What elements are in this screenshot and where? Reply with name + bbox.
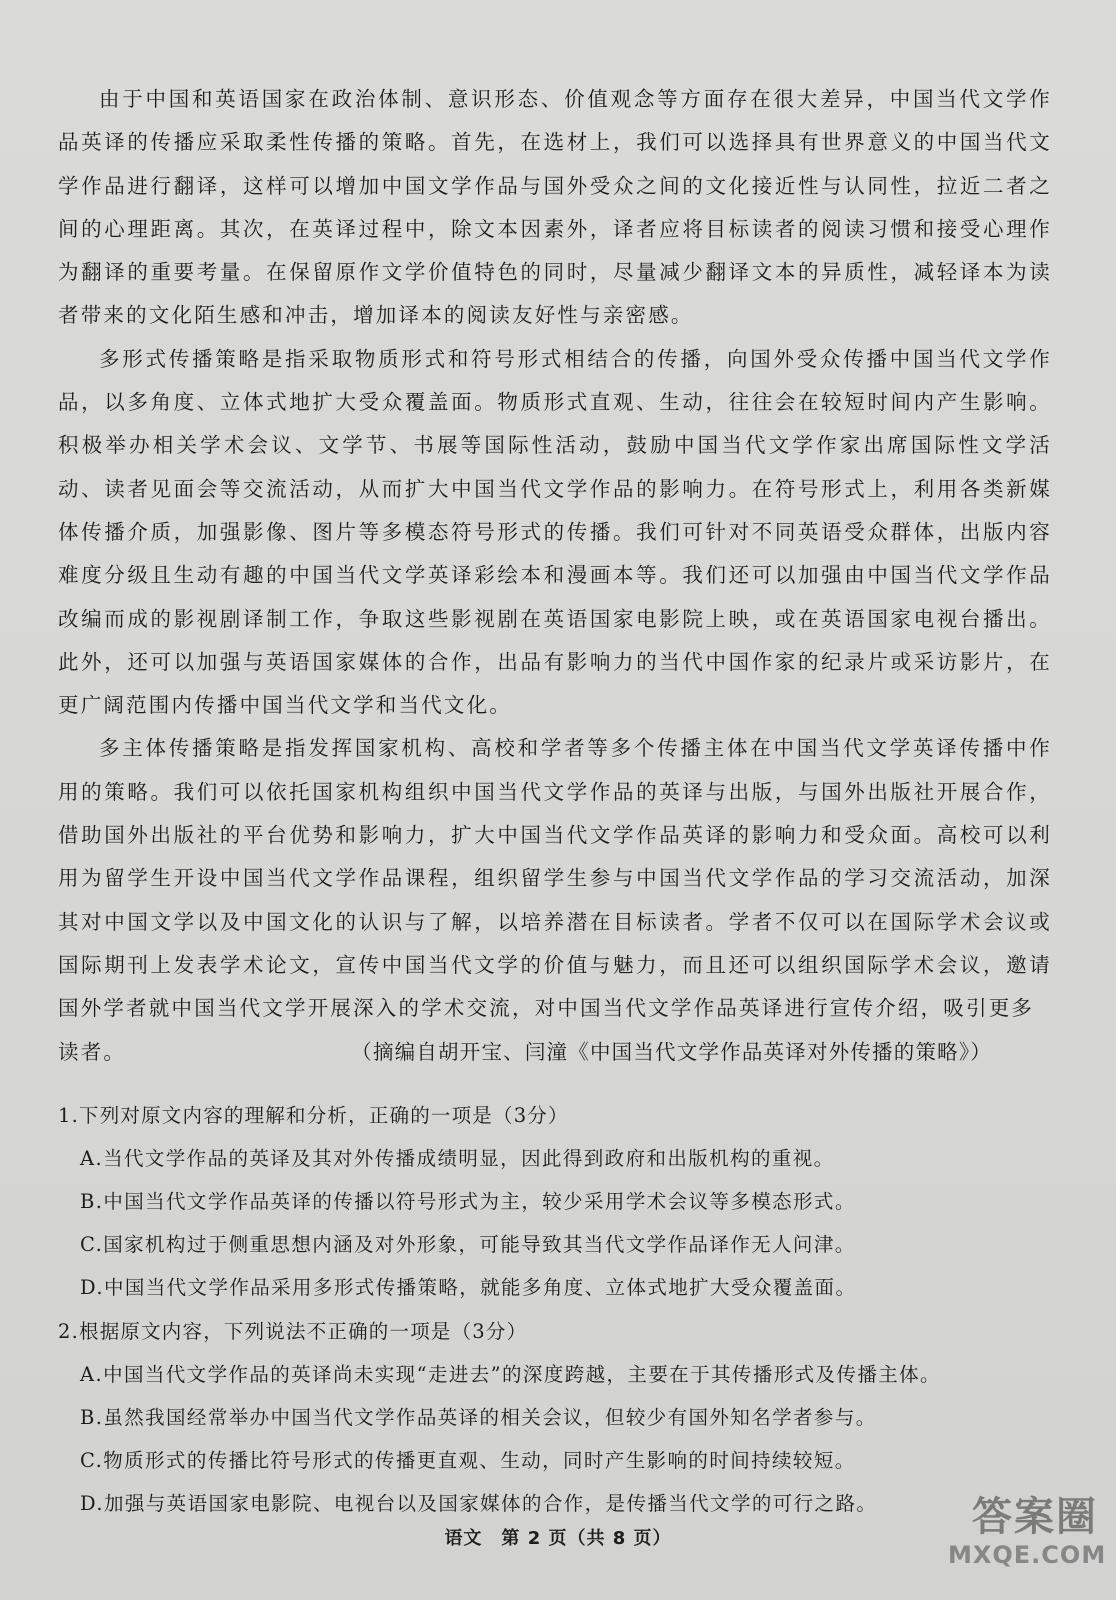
watermark-text-en: MXQE.COM <box>948 1541 1107 1569</box>
question-1-option-b: B.中国当代文学作品英译的传播以符号形式为主，较少采用学术会议等多模态形式。 <box>80 1190 856 1213</box>
watermark-text-cn: 答案圈 <box>972 1494 1098 1540</box>
question-2-stem: 2.根据原文内容，下列说法不正确的一项是（3分） <box>58 1320 528 1343</box>
reading-passage <box>58 78 1052 1074</box>
question-1-stem: 1.下列对原文内容的理解和分析，正确的一项是（3分） <box>58 1104 569 1127</box>
question-1 <box>58 1095 1052 1309</box>
watermark-logo <box>948 1494 1107 1594</box>
question-section <box>58 1095 1052 1525</box>
passage-paragraph-3-tail: 读者。 <box>58 1039 127 1064</box>
passage-final-line <box>58 1031 1052 1074</box>
question-2 <box>58 1311 1052 1525</box>
question-2-option-c: C.物质形式的传播比符号形式的传播更直观、生动，同时产生影响的时间持续较短。 <box>80 1449 856 1472</box>
page-footer: 语文 第 2 页（共 8 页） <box>444 1528 672 1549</box>
passage-source-citation: （摘编自胡开宝、闫潼《中国当代文学作品英译对外传播的策略》） <box>351 1039 992 1064</box>
question-1-option-c: C.国家机构过于侧重思想内涵及对外形象，可能导致其当代文学作品译作无人问津。 <box>80 1233 856 1256</box>
passage-paragraph-2: 多形式传播策略是指采取物质形式和符号形式相结合的传播，向国外受众传播中国当代文学作品，以多角度、立体式地扩大受众覆盖面。物质形式直观、生动，往往会在较短时间内产生影响。积极举办相关学术会议、文学节、书展等国际性活动，鼓励中国当代文学作家出席国际性文学活动、读者见面会等交流活动，从而扩大中国当代文学作品的影响力。在符号形式上，利用各类新媒体传播介质，加强影像、图片等多模态符号形式的传播。我们可针对不同英语受众群体，出版内容难度分级且生动有趣的中国当代文学英译彩绘本和漫画本等。我们还可以加强由中国当代文学作品改编而成的影视剧译制工作，争取这些影视剧在英语国家电影院上映，或在英语国家电视台播出。此外，还可以加强与英语国家媒体的合作，出品有影响力的当代中国作家的纪录片或采访影片，在更广阔范围内传播中国当代文学和当代文化。 <box>58 346 1052 718</box>
question-1-option-a: A.当代文学作品的英译及其对外传播成绩明显，因此得到政府和出版机构的重视。 <box>80 1147 835 1170</box>
passage-paragraph-1: 由于中国和英语国家在政治体制、意识形态、价值观念等方面存在很大差异，中国当代文学作品英译的传播应采取柔性传播的策略。首先，在选材上，我们可以选择具有世界意义的中国当代文学作品进行翻译，这样可以增加中国文学作品与国外受众之间的文化接近性与认同性，拉近二者之间的心理距离。其次，在英译过程中，除文本因素外，译者应将目标读者的阅读习惯和接受心理作为翻译的重要考量。在保留原作文学价值特色的同时，尽量减少翻译文本的异质性，减轻译本为读者带来的文化陌生感和冲击，增加译本的阅读友好性与亲密感。 <box>58 87 1052 328</box>
question-1-option-d: D.中国当代文学作品采用多形式传播策略，就能多角度、立体式地扩大受众覆盖面。 <box>80 1276 857 1299</box>
passage-paragraph-3: 多主体传播策略是指发挥国家机构、高校和学者等多个传播主体在中国当代文学英译传播中作用的策略。我们可以依托国家机构组织中国当代文学作品的英译与出版，与国外出版社开展合作，借助国外出版社的平台优势和影响力，扩大中国当代文学作品英译的影响力和受众面。高校可以利用为留学生开设中国当代文学作品课程，组织留学生参与中国当代文学作品的学习交流活动，加深其对中国文学以及中国文化的认识与了解，以培养潜在目标读者。学者不仅可以在国际学术会议或国际期刊上发表学术论文，宣传中国当代文学的价值与魅力，而且还可以组织国际学术会议，邀请国外学者就中国当代文学开展深入的学术交流，对中国当代文学作品英译进行宣传介绍，吸引更多 <box>58 736 1052 1021</box>
question-2-option-a: A.中国当代文学作品的英译尚未实现“走进去”的深度跨越，主要在于其传播形式及传播主体。 <box>80 1363 941 1386</box>
question-2-option-b: B.虽然我国经常举办中国当代文学作品英译的相关会议，但较少有国外知名学者参与。 <box>80 1406 877 1429</box>
question-2-option-d: D.加强与英语国家电影院、电视台以及国家媒体的合作，是传播当代文学的可行之路。 <box>80 1492 878 1515</box>
